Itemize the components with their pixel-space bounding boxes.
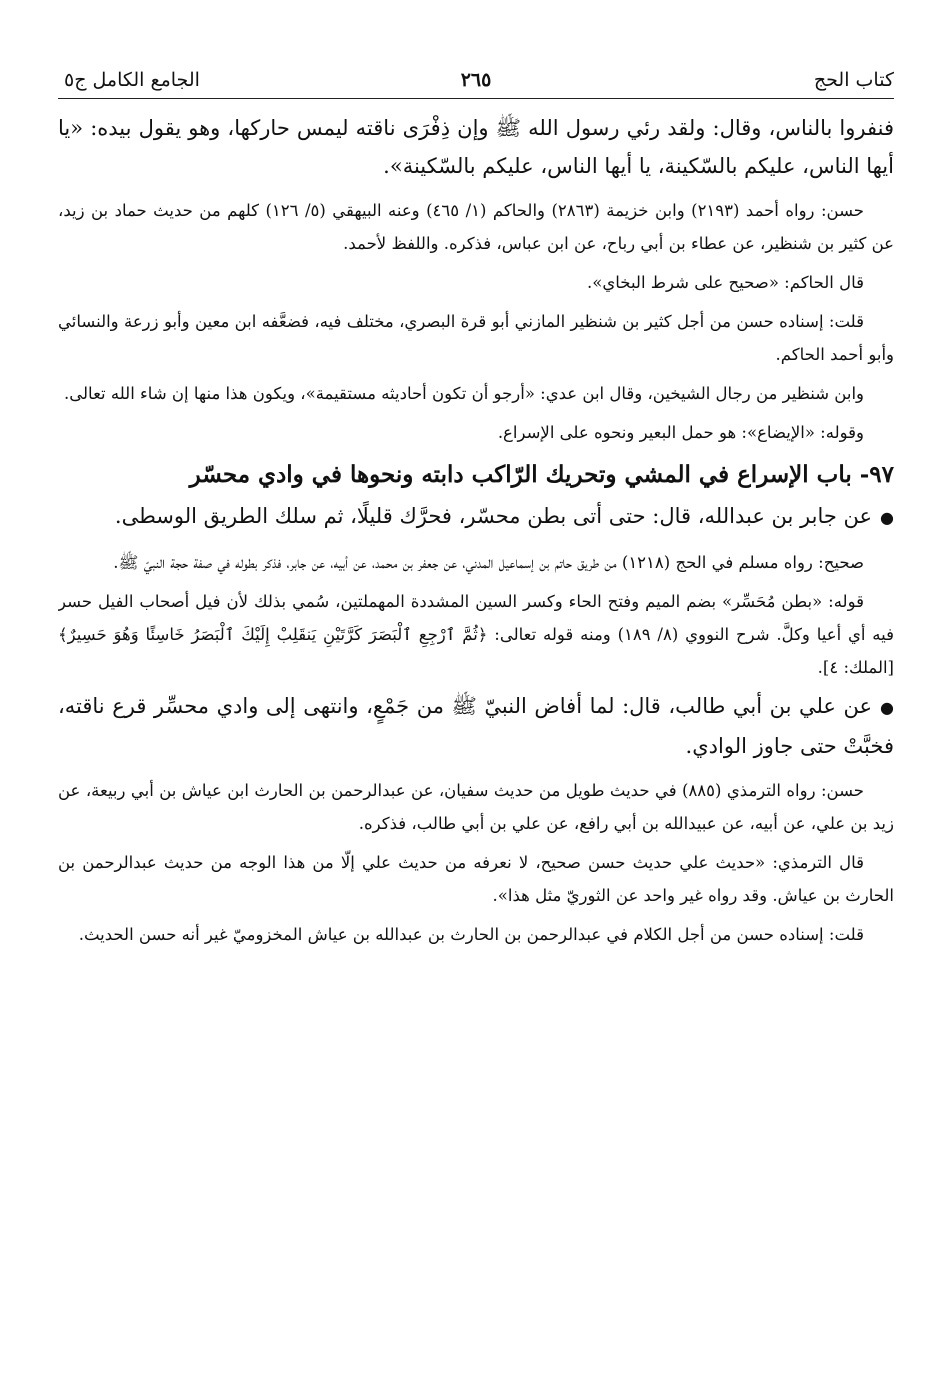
word-explanation-note: وقوله: «الإيضاع»: هو حمل البعير ونحوه على الإسراع. <box>497 423 864 442</box>
hadith-ali-text: عن علي بن أبي طالب، قال: لما أفاض النبيّ ﷺ من جَمْعٍ، وانتهى إلى وادي محسِّر قرع ناقته، فخبَّتْ حتى جاوز الوادي. <box>58 694 894 758</box>
page-number: ٢٦٥ <box>460 69 492 91</box>
takhrij-jabir-note: صحيح: رواه مسلم في الحج (١٢١٨) من طريق حاتم بن إسماعيل المدني، عن جعفر بن محمد، عن أبيه، عن جابر، فذكر بطوله في صفة حجة النبيّ ﷺ. <box>113 553 864 572</box>
bullet-icon: ● <box>880 698 894 717</box>
hadith-text-continued: فنفروا بالناس، وقال: ولقد رئي رسول الله ﷺ وإن ذِفْرَى ناقته ليمس حاركها، وهو يقول بيده: «يا أيها الناس، عليكم بالسّكينة، يا أيها الناس، عليكم بالسّكينة». <box>58 116 894 178</box>
tirmidhi-ruling-note: قال الترمذي: «حديث علي حديث حسن صحيح، لا نعرفه من حديث علي إلّا من هذا الوجه من حديث عبدالرحمن بن الحارث بن عياش. وقد رواه غير واحد عن الثوريّ مثل هذا». <box>58 853 894 905</box>
narrator-comment-note: وابن شنظير من رجال الشيخين، وقال ابن عدي: «أرجو أن تكون أحاديثه مستقيمة»، ويكون هذا منها إن شاء الله تعالى. <box>64 384 864 403</box>
page-header <box>58 58 894 99</box>
document-page <box>58 58 894 1348</box>
hakim-ruling-note: قال الحاكم: «صحيح على شرط البخاي». <box>587 273 864 292</box>
page-content <box>58 99 894 951</box>
work-title: الجامع الكامل ج٥ <box>64 69 200 91</box>
hadith-jabir <box>58 497 894 537</box>
chapter-heading: ٩٧- باب الإسراع في المشي وتحريك الرّاكب دابته ونحوها في وادي محسّر <box>189 461 894 488</box>
takhrij-ali-note: حسن: رواه الترمذي (٨٨٥) في حديث طويل من حديث سفيان، عن عبدالرحمن بن الحارث ابن عياش بن أبي ربيعة، عن زيد بن علي، عن أبيه، عن عبيدالله بن أبي رافع، عن علي بن أبي طالب، فذكره. <box>58 781 894 833</box>
isnad-ali-comment-note: قلت: إسناده حسن من أجل الكلام في عبدالرحمن بن الحارث بن عبدالله بن عياش المخزوميّ غير أنه حسن الحديث. <box>78 925 864 944</box>
hadith-jabir-text: عن جابر بن عبدالله، قال: حتى أتى بطن محسّر، فحرَّك قليلًا، ثم سلك الطريق الوسطى. <box>114 504 873 528</box>
hadith-ali <box>58 687 894 765</box>
book-title: كتاب الحج <box>813 69 894 91</box>
muhassir-explanation-note: قوله: «بطن مُحَسِّر» بضم الميم وفتح الحاء وكسر السين المشددة المهملتين، سُمي بذلك لأن فيل أصحاب الفيل حسر فيه أي أعيا وكلَّ. شرح النووي (٨/ ١٨٩) ومنه قوله تعالى: ﴿ثُمَّ ٱرْجِعِ ٱلْبَصَرَ كَرَّتَيْنِ يَنقَلِبْ إِلَيْكَ ٱلْبَصَرُ خَاسِئًا وَهُوَ حَسِيرٌ﴾ [الملك: ٤]. <box>58 592 894 677</box>
takhrij-note: حسن: رواه أحمد (٢١٩٣) وابن خزيمة (٢٨٦٣) والحاكم (١/ ٤٦٥) وعنه البيهقي (٥/ ١٢٦) كلهم من حديث حماد بن زيد، عن كثير بن شنظير، عن عطاء بن أبي رباح، عن ابن عباس، فذكره. واللفظ لأحمد. <box>58 201 894 253</box>
bullet-icon: ● <box>880 508 894 527</box>
isnad-comment-note: قلت: إسناده حسن من أجل كثير بن شنظير المازني أبو قرة البصري، مختلف فيه، فضعَّفه ابن معين وأبو زرعة والنسائي وأبو أحمد الحاكم. <box>58 312 894 364</box>
